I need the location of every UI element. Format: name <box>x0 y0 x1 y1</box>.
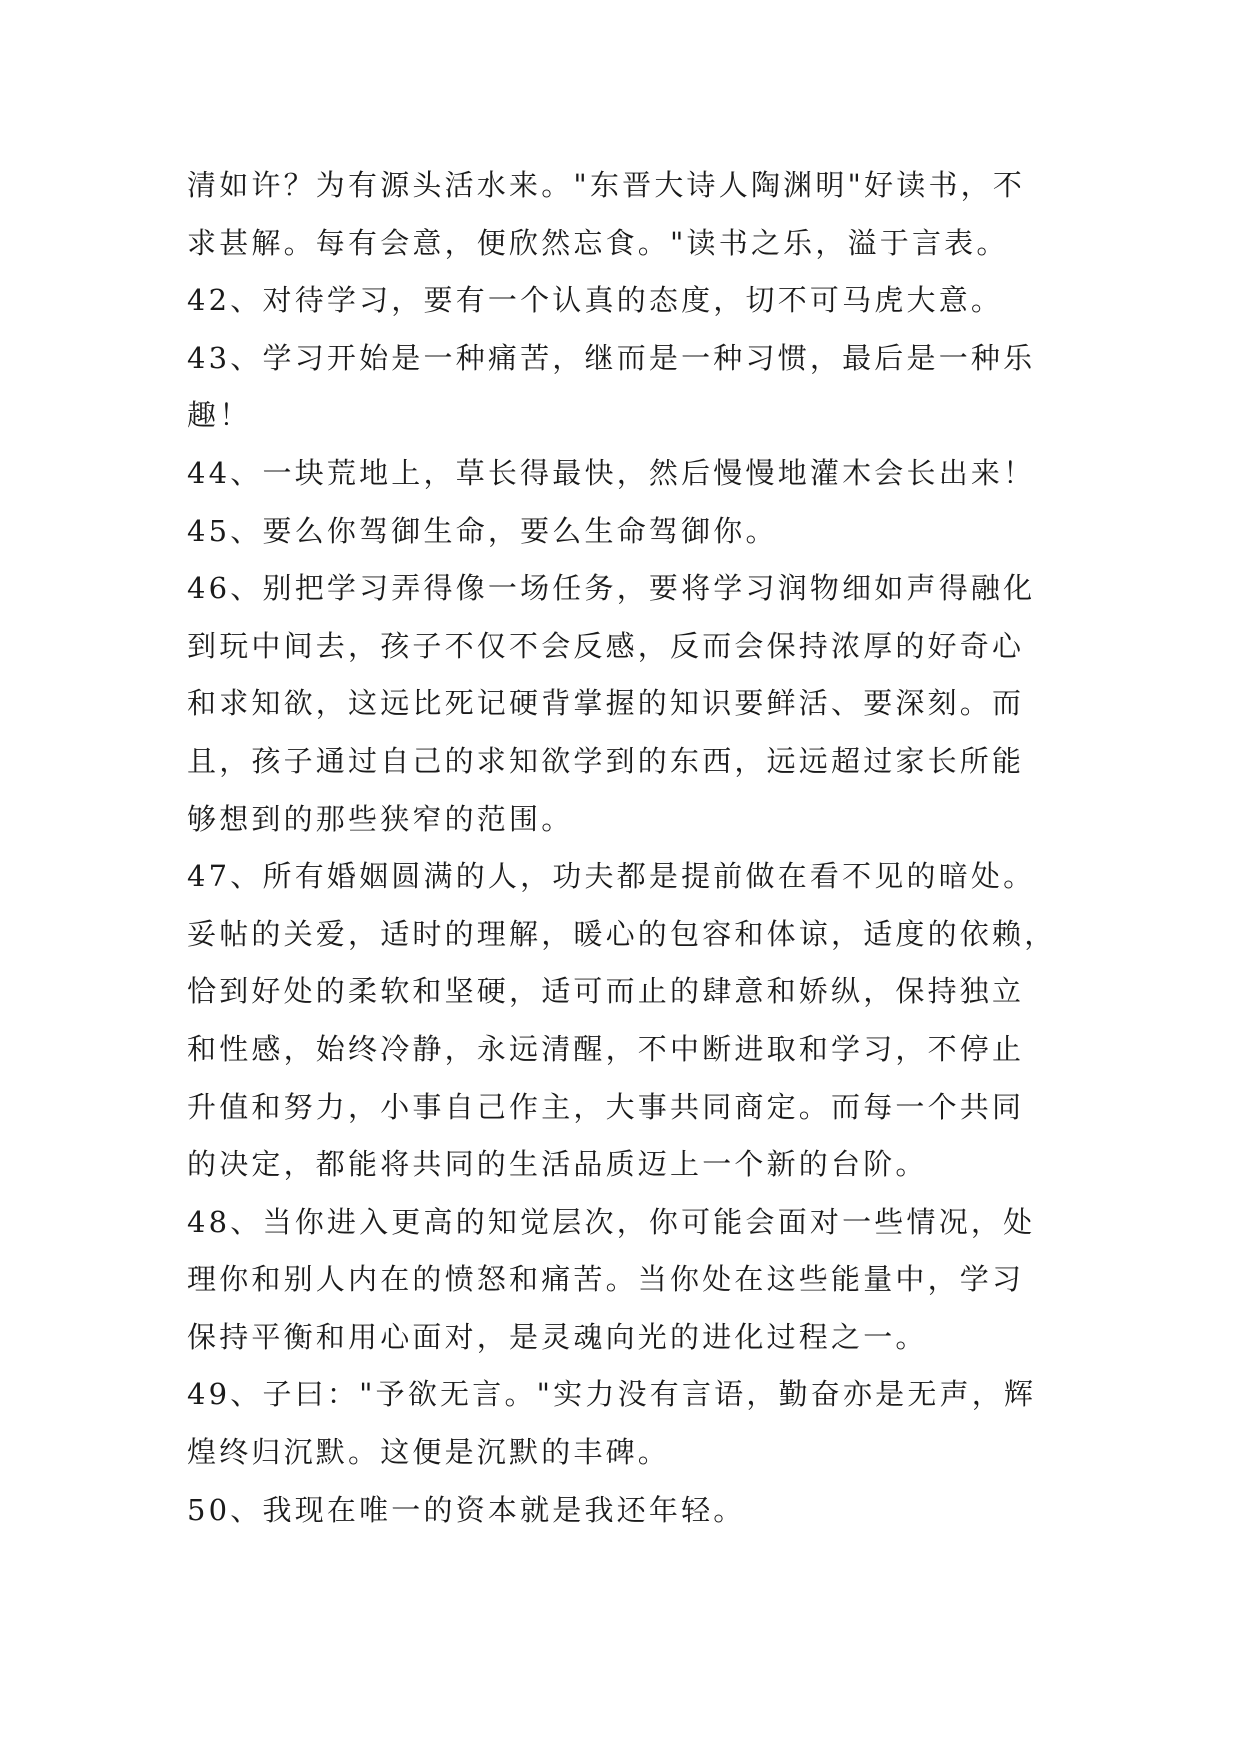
document-body <box>187 157 1067 1539</box>
text-line: 48、当你进入更高的知觉层次，你可能会面对一些情况，处 <box>187 1204 1036 1239</box>
text-line: 的决定，都能将共同的生活品质迈上一个新的台阶。 <box>187 1147 928 1182</box>
text-line: 升值和努力，小事自己作主，大事共同商定。而每一个共同 <box>187 1089 1025 1124</box>
text-line: 和性感，始终冷静，永远清醒，不中断进取和学习，不停止 <box>187 1031 1025 1066</box>
text-line: 恰到好处的柔软和坚硬，适可而止的肆意和娇纵，保持独立 <box>187 974 1025 1009</box>
text-line: 47、所有婚姻圆满的人，功夫都是提前做在看不见的暗处。 <box>187 859 1036 894</box>
text-line: 46、别把学习弄得像一场任务，要将学习润物细如声得融化 <box>187 571 1036 606</box>
text-line: 49、子曰："予欲无言。"实力没有言语，勤奋亦是无声，辉 <box>187 1377 1037 1412</box>
text-line: 到玩中间去，孩子不仅不会反感，反而会保持浓厚的好奇心 <box>187 628 1025 663</box>
text-line: 妥帖的关爱，适时的理解，暖心的包容和体谅，适度的依赖， <box>187 916 1057 951</box>
text-line: 求甚解。每有会意，便欣然忘食。"读书之乐，溢于言表。 <box>187 225 1009 260</box>
text-line: 43、学习开始是一种痛苦，继而是一种习惯，最后是一种乐 <box>187 340 1036 375</box>
text-line: 煌终归沉默。这便是沉默的丰碑。 <box>187 1435 671 1470</box>
text-line: 50、我现在唯一的资本就是我还年轻。 <box>187 1492 746 1527</box>
text-line: 保持平衡和用心面对，是灵魂向光的进化过程之一。 <box>187 1319 928 1354</box>
text-line: 理你和别人内在的愤怒和痛苦。当你处在这些能量中，学习 <box>187 1262 1025 1297</box>
text-line: 够想到的那些狭窄的范围。 <box>187 801 574 836</box>
text-line: 清如许？为有源头活水来。"东晋大诗人陶渊明"好读书，不 <box>187 168 1026 202</box>
text-line: 44、一块荒地上，草长得最快，然后慢慢地灌木会长出来！ <box>187 455 1036 490</box>
text-line: 且，孩子通过自己的求知欲学到的东西，远远超过家长所能 <box>187 743 1025 778</box>
text-line: 45、要么你驾御生命，要么生命驾御你。 <box>187 513 778 548</box>
text-line: 42、对待学习，要有一个认真的态度，切不可马虎大意。 <box>187 283 1004 318</box>
text-line: 和求知欲，这远比死记硬背掌握的知识要鲜活、要深刻。而 <box>187 686 1025 721</box>
text-line: 趣！ <box>187 398 252 433</box>
